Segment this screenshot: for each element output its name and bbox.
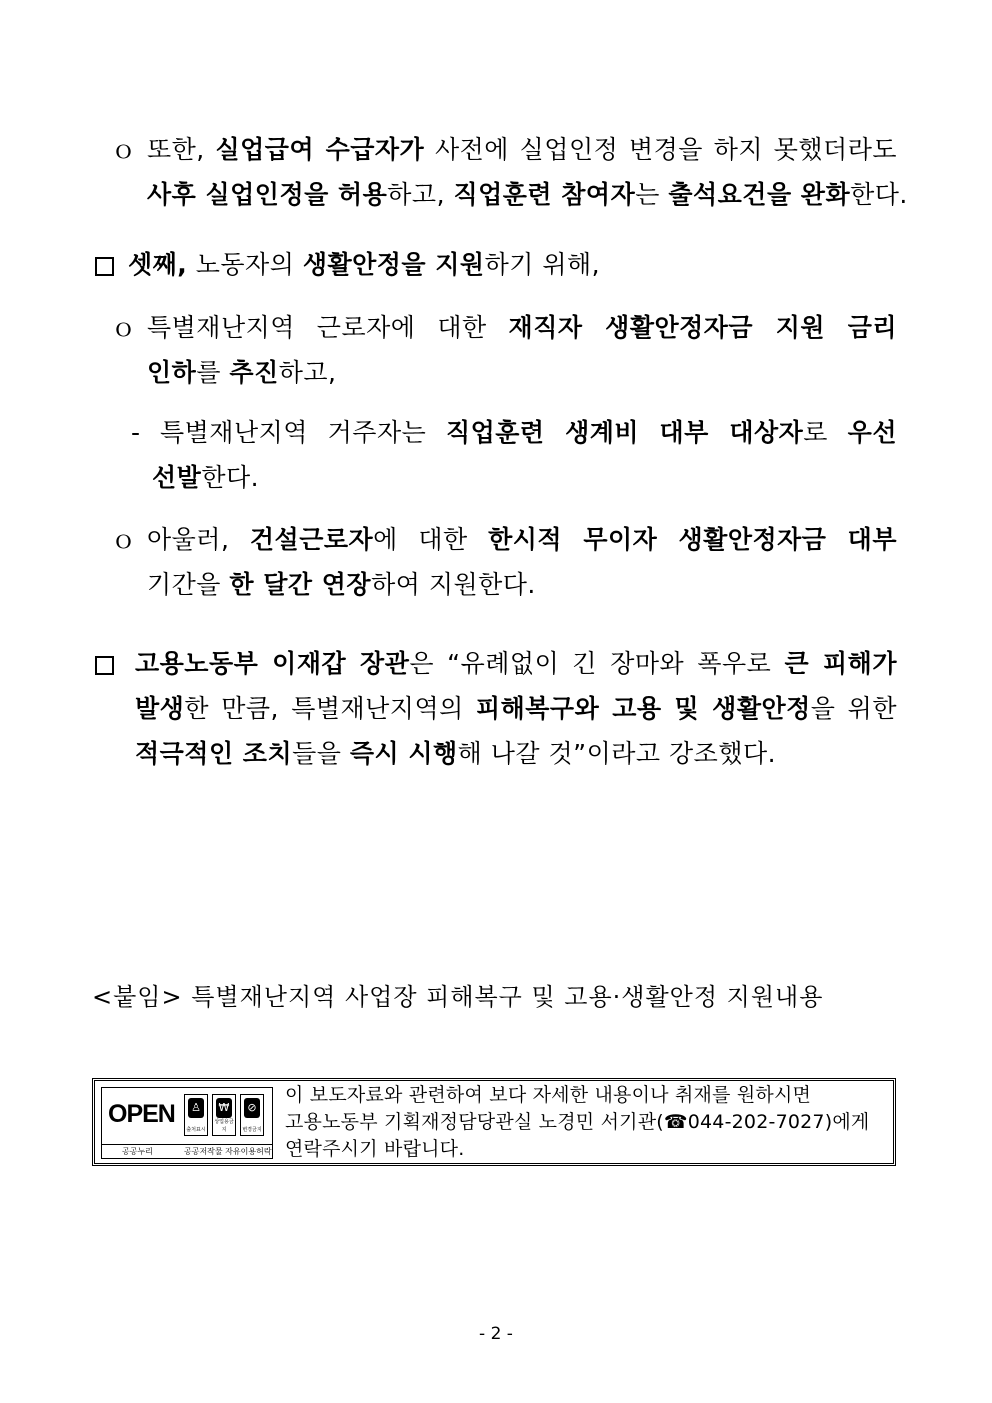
text-run: 은 “유례없이 긴 장마와 폭우로	[409, 649, 785, 678]
paragraph-line	[147, 311, 897, 345]
text-run: 한 만큼, 특별재난지역의	[184, 694, 476, 723]
bold-run: 직업훈련 생계비 대부 대상자	[445, 418, 804, 447]
bold-run: 재직자 생활안정자금 지원 금리	[508, 313, 897, 342]
open-license-badge	[101, 1087, 273, 1159]
text-run: 을 위한	[810, 694, 897, 723]
bold-run: 우선	[847, 418, 897, 447]
text-run: 하여 지원한다.	[371, 570, 536, 599]
paragraph-line	[160, 416, 897, 450]
bold-run: 발생	[135, 694, 185, 723]
paragraph-line	[135, 737, 776, 771]
attribution-icon: ♙ 출처표시	[184, 1094, 208, 1136]
open-logo: OPEN	[108, 1100, 175, 1128]
text-run: 한다.	[201, 463, 260, 492]
bold-run: 사후 실업인정을 허용	[147, 180, 388, 209]
contact-line: 고용노동부 기획재정담당관실 노경민 서기관(☎044-202-7027)에게	[285, 1111, 870, 1133]
text-run: 는	[635, 180, 669, 209]
bold-run: 실업급여 수급자가	[215, 135, 425, 164]
bullet-circle: ｏ	[111, 313, 137, 342]
bold-run: 인하	[147, 358, 197, 387]
bold-run: 추진	[229, 358, 279, 387]
paragraph-line	[135, 692, 897, 726]
text-run: 또한,	[147, 135, 216, 164]
square-bullet-icon	[95, 656, 114, 675]
paragraph-line	[135, 647, 897, 681]
noncommercial-icon: ₩ 상업용금지	[212, 1094, 236, 1136]
bold-run: 생활안정을 지원	[302, 250, 485, 279]
bold-run: 직업훈련 참여자	[453, 180, 636, 209]
bold-run: 즉시 시행	[349, 739, 458, 768]
contact-text	[285, 1082, 893, 1163]
text-run: 들을	[292, 739, 350, 768]
text-run: 특별재난지역 근로자에 대한	[147, 313, 509, 342]
text-run: 로	[803, 418, 848, 447]
license-caption-left: 공공누리	[122, 1147, 153, 1156]
text-run: 기간을	[147, 570, 230, 599]
square-bullet-icon	[95, 257, 114, 276]
bold-run: 한시적 무이자 생활안정자금 대부	[488, 525, 897, 554]
text-run: 노동자의	[187, 250, 303, 279]
contact-line: 이 보도자료와 관련하여 보다 자세한 내용이나 취재를 원하시면	[285, 1084, 812, 1106]
contact-box	[92, 1078, 896, 1166]
no-derivatives-icon: ⊘ 변경금지	[240, 1094, 264, 1136]
paragraph-line	[152, 461, 259, 495]
text-run: 특별재난지역 거주자는	[160, 418, 446, 447]
bold-run: 고용노동부 이재갑 장관	[135, 649, 410, 678]
paragraph-line	[147, 568, 536, 602]
bullet-dash: -	[131, 418, 141, 447]
text-run: 해 나갈 것”이라고 강조했다.	[457, 739, 777, 768]
text-run: 한다.	[850, 180, 908, 209]
contact-line: 연락주시기 바랍니다.	[285, 1138, 465, 1160]
text-run: 아울러,	[147, 525, 250, 554]
attachment-note: <붙임> 특별재난지역 사업장 피해복구 및 고용·생활안정 지원내용	[92, 983, 824, 1011]
bold-run: 출석요건을 완화	[668, 180, 851, 209]
text-run: 하기 위해,	[484, 250, 601, 279]
bold-run: 셋째,	[128, 250, 188, 279]
text-run: 하고,	[387, 180, 454, 209]
page-number: - 2 -	[479, 1324, 513, 1344]
bold-run: 적극적인 조치	[135, 739, 293, 768]
text-run: 하고,	[278, 358, 337, 387]
text-run: 를	[196, 358, 230, 387]
paragraph-line	[147, 178, 908, 212]
bullet-circle: ｏ	[111, 525, 137, 554]
bullet-circle: ｏ	[111, 135, 137, 164]
license-caption-right: 공공저작물 자유이용허락	[184, 1147, 272, 1156]
paragraph-line	[147, 133, 897, 167]
bold-run: 큰 피해가	[784, 649, 897, 678]
paragraph-line	[147, 523, 897, 557]
paragraph-line	[147, 356, 336, 390]
bold-run: 건설근로자	[249, 525, 374, 554]
bold-run: 피해복구와 고용 및 생활안정	[475, 694, 811, 723]
bold-run: 한 달간 연장	[229, 570, 372, 599]
text-run: 에 대한	[373, 525, 489, 554]
section-heading	[128, 248, 600, 282]
bold-run: 선발	[152, 463, 202, 492]
text-run: 사전에 실업인정 변경을 하지 못했더라도	[424, 135, 897, 164]
